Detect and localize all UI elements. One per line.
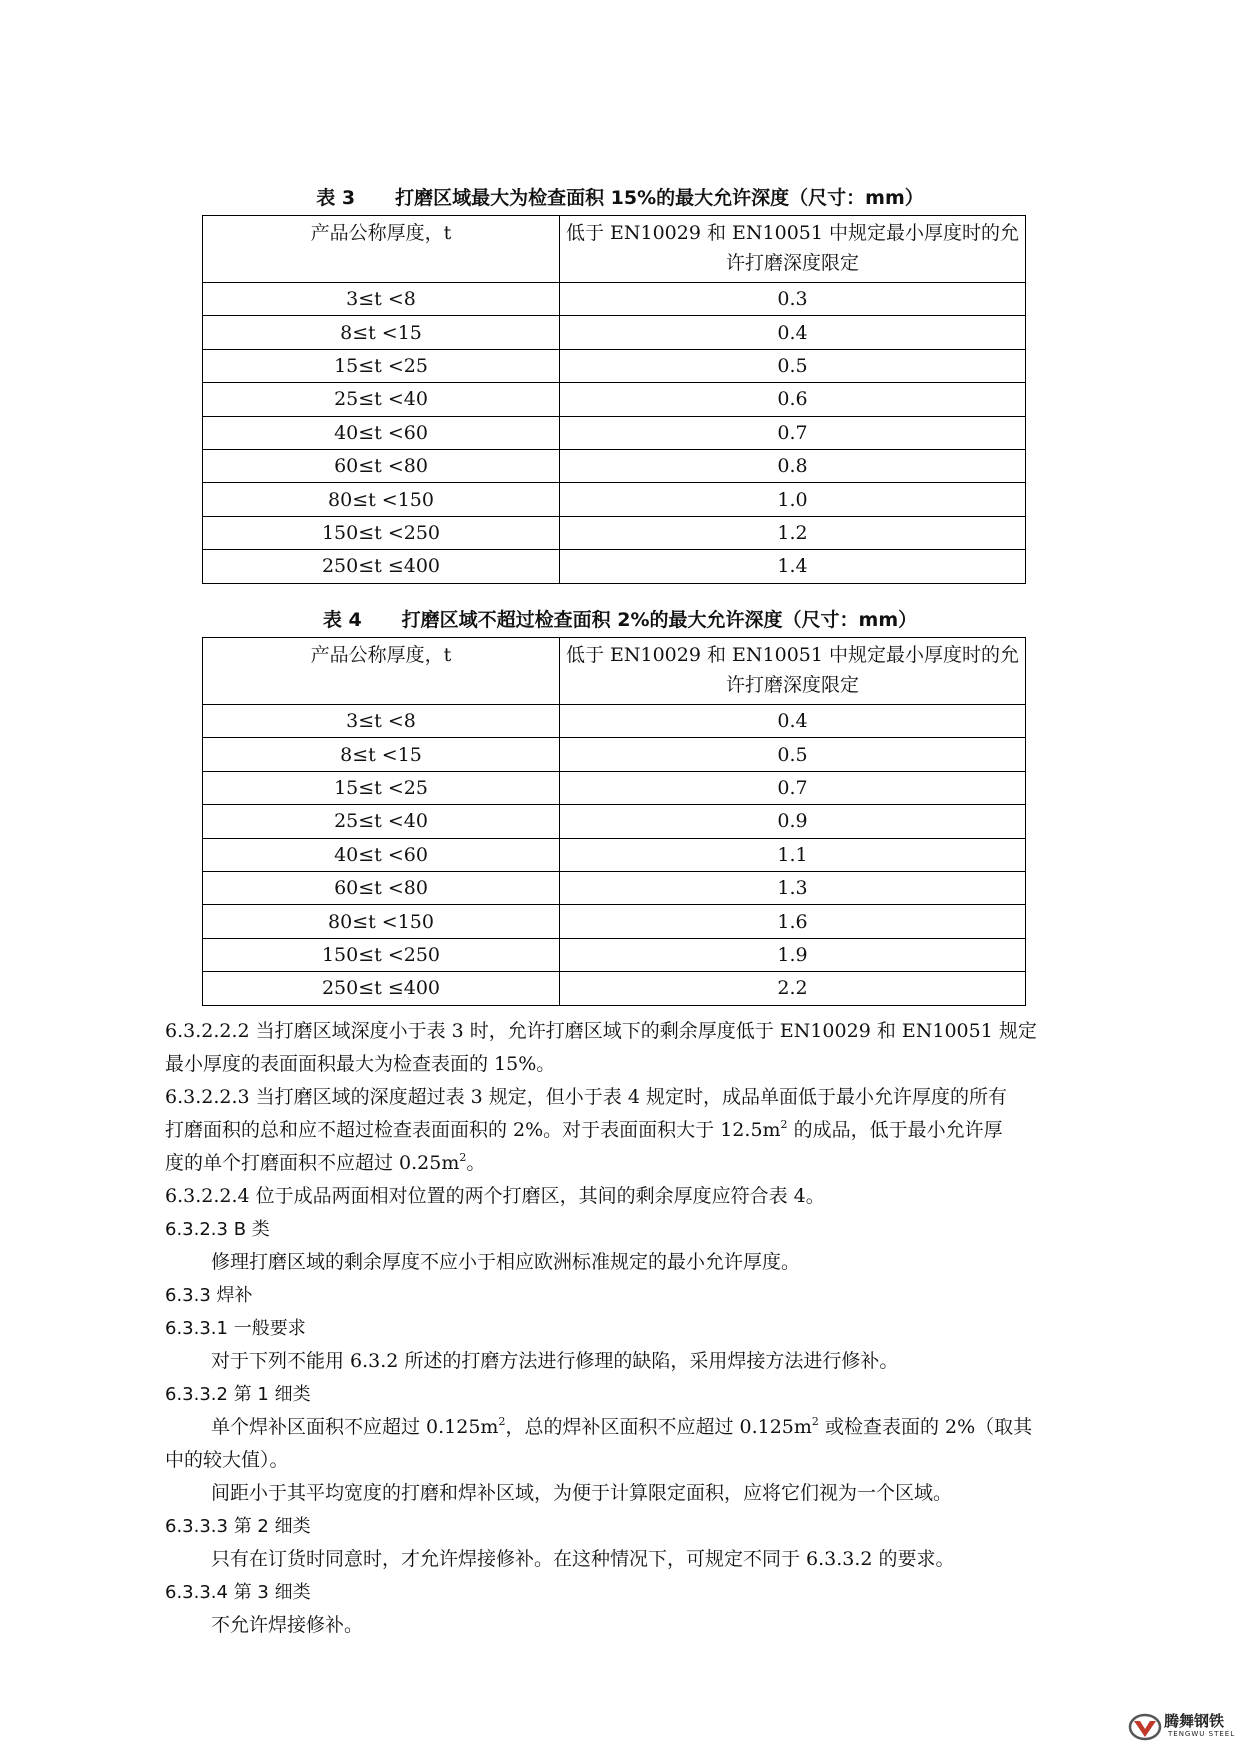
para-6-3-3-1: 对于下列不能用 6.3.2 所述的打磨方法进行修理的缺陷，采用焊接方法进行修补。 bbox=[211, 1350, 899, 1372]
table-row bbox=[203, 805, 1026, 838]
table-row bbox=[203, 771, 1026, 804]
depth-limit-cell: 2.2 bbox=[560, 972, 1026, 1005]
heading-6-3-3-3: 6.3.3.3 第 2 细类 bbox=[165, 1516, 311, 1537]
table-row bbox=[203, 972, 1026, 1005]
logo-name: 腾舞钢铁 bbox=[1164, 1712, 1225, 1730]
para-6-3-2-2-4: 6.3.2.2.4 位于成品两面相对位置的两个打磨区，其间的剩余厚度应符合表 4。 bbox=[165, 1185, 825, 1207]
thickness-range-cell: 25≤t <40 bbox=[203, 805, 560, 838]
text-span: 单个焊补区面积不应超过 0.125m bbox=[211, 1416, 499, 1438]
body-text bbox=[165, 1015, 1105, 1642]
depth-limit-cell: 1.4 bbox=[560, 550, 1026, 583]
para-6-3-3-2-b: 中的较大值）。 bbox=[165, 1449, 289, 1471]
table-row bbox=[203, 516, 1026, 549]
depth-limit-cell: 0.4 bbox=[560, 316, 1026, 349]
thickness-range-cell: 15≤t <25 bbox=[203, 771, 560, 804]
thickness-range-cell: 25≤t <40 bbox=[203, 383, 560, 416]
para-6-3-2-2-3-l2 bbox=[165, 1114, 1105, 1147]
table-row bbox=[203, 905, 1026, 938]
thickness-range-cell: 8≤t <15 bbox=[203, 316, 560, 349]
depth-limit-cell: 0.8 bbox=[560, 449, 1026, 482]
thickness-range-cell: 80≤t <150 bbox=[203, 483, 560, 516]
table-row bbox=[203, 283, 1026, 316]
heading-6-3-2-3: 6.3.2.3 B 类 bbox=[165, 1219, 270, 1240]
table-4-caption bbox=[0, 608, 1240, 632]
company-logo bbox=[1128, 1708, 1238, 1744]
para-6-3-2-3: 修理打磨区域的剩余厚度不应小于相应欧洲标准规定的最小允许厚度。 bbox=[211, 1251, 801, 1273]
table-row bbox=[203, 550, 1026, 583]
thickness-range-cell: 8≤t <15 bbox=[203, 738, 560, 771]
para-6-3-2-2-3-l3 bbox=[165, 1147, 1105, 1180]
tengwu-logo-icon bbox=[1128, 1710, 1162, 1744]
superscript: 2 bbox=[811, 1415, 819, 1428]
table-row bbox=[203, 349, 1026, 382]
table-header-row bbox=[203, 638, 1026, 705]
thickness-range-cell: 250≤t ≤400 bbox=[203, 550, 560, 583]
table-4-title: 打磨区域不超过检查面积 2%的最大允许深度（尺寸：mm） bbox=[401, 609, 918, 631]
thickness-range-cell: 150≤t <250 bbox=[203, 938, 560, 971]
depth-limit-cell: 0.4 bbox=[560, 705, 1026, 738]
thickness-range-cell: 150≤t <250 bbox=[203, 516, 560, 549]
table-row bbox=[203, 483, 1026, 516]
thickness-range-cell: 40≤t <60 bbox=[203, 416, 560, 449]
logo-en: TENGWU STEEL bbox=[1168, 1730, 1236, 1738]
thickness-range-cell: 80≤t <150 bbox=[203, 905, 560, 938]
table-3-title: 打磨区域最大为检查面积 15%的最大允许深度（尺寸：mm） bbox=[395, 187, 924, 209]
depth-limit-cell: 0.7 bbox=[560, 771, 1026, 804]
table-header-depth: 低于 EN10029 和 EN10051 中规定最小厚度时的允许打磨深度限定 bbox=[560, 638, 1026, 705]
superscript: 2 bbox=[459, 1151, 467, 1164]
text-span: 或检查表面的 2%（取其 bbox=[818, 1416, 1033, 1438]
table-4-label: 表 4 bbox=[322, 609, 362, 631]
thickness-range-cell: 60≤t <80 bbox=[203, 449, 560, 482]
thickness-range-cell: 3≤t <8 bbox=[203, 283, 560, 316]
text-span: 打磨面积的总和应不超过检查表面面积的 2%。对于表面面积大于 12.5m bbox=[165, 1119, 781, 1141]
table-row bbox=[203, 938, 1026, 971]
table-row bbox=[203, 383, 1026, 416]
table-3-caption bbox=[0, 186, 1240, 210]
table-3-label: 表 3 bbox=[316, 187, 356, 209]
text-span: 的成品，低于最小允许厚 bbox=[787, 1119, 1003, 1141]
table-row bbox=[203, 838, 1026, 871]
table-row bbox=[203, 316, 1026, 349]
table-row bbox=[203, 449, 1026, 482]
table-4 bbox=[202, 637, 1026, 1006]
depth-limit-cell: 1.6 bbox=[560, 905, 1026, 938]
superscript: 2 bbox=[780, 1118, 788, 1131]
depth-limit-cell: 1.9 bbox=[560, 938, 1026, 971]
depth-limit-cell: 1.2 bbox=[560, 516, 1026, 549]
table-row bbox=[203, 871, 1026, 904]
thickness-range-cell: 40≤t <60 bbox=[203, 838, 560, 871]
table-row bbox=[203, 416, 1026, 449]
table-header-thickness: 产品公称厚度，t bbox=[203, 216, 560, 283]
thickness-range-cell: 15≤t <25 bbox=[203, 349, 560, 382]
table-header-thickness: 产品公称厚度，t bbox=[203, 638, 560, 705]
table-header-depth: 低于 EN10029 和 EN10051 中规定最小厚度时的允许打磨深度限定 bbox=[560, 216, 1026, 283]
text-span: ，总的焊补区面积不应超过 0.125m bbox=[505, 1416, 812, 1438]
table-row bbox=[203, 738, 1026, 771]
text-span: 度的单个打磨面积不应超过 0.25m bbox=[165, 1152, 460, 1174]
heading-6-3-3-4: 6.3.3.4 第 3 细类 bbox=[165, 1582, 311, 1603]
depth-limit-cell: 0.5 bbox=[560, 738, 1026, 771]
para-6-3-3-2-a bbox=[165, 1411, 1105, 1444]
depth-limit-cell: 0.5 bbox=[560, 349, 1026, 382]
table-3 bbox=[202, 215, 1026, 584]
para-6-3-2-2-2-l2: 最小厚度的表面面积最大为检查表面的 15%。 bbox=[165, 1053, 556, 1075]
depth-limit-cell: 1.0 bbox=[560, 483, 1026, 516]
para-6-3-2-2-3-l1: 6.3.2.2.3 当打磨区域的深度超过表 3 规定，但小于表 4 规定时，成品单面低于最小允许厚度的所有 bbox=[165, 1086, 1007, 1108]
table-row bbox=[203, 705, 1026, 738]
para-6-3-3-2-c: 间距小于其平均宽度的打磨和焊补区域，为便于计算限定面积，应将它们视为一个区域。 bbox=[211, 1482, 953, 1504]
heading-6-3-3-1: 6.3.3.1 一般要求 bbox=[165, 1318, 306, 1339]
thickness-range-cell: 250≤t ≤400 bbox=[203, 972, 560, 1005]
depth-limit-cell: 1.1 bbox=[560, 838, 1026, 871]
depth-limit-cell: 0.9 bbox=[560, 805, 1026, 838]
depth-limit-cell: 1.3 bbox=[560, 871, 1026, 904]
depth-limit-cell: 0.7 bbox=[560, 416, 1026, 449]
para-6-3-3-4: 不允许焊接修补。 bbox=[211, 1614, 364, 1636]
para-6-3-2-2-2-l1: 6.3.2.2.2 当打磨区域深度小于表 3 时，允许打磨区域下的剩余厚度低于 EN10029 和 EN10051 规定 bbox=[165, 1020, 1037, 1042]
heading-6-3-3: 6.3.3 焊补 bbox=[165, 1285, 253, 1306]
para-6-3-3-3: 只有在订货时同意时，才允许焊接修补。在这种情况下，可规定不同于 6.3.3.2 的要求。 bbox=[211, 1548, 955, 1570]
heading-6-3-3-2: 6.3.3.2 第 1 细类 bbox=[165, 1384, 311, 1405]
superscript: 2 bbox=[498, 1415, 506, 1428]
thickness-range-cell: 3≤t <8 bbox=[203, 705, 560, 738]
table-header-row bbox=[203, 216, 1026, 283]
depth-limit-cell: 0.6 bbox=[560, 383, 1026, 416]
text-span: 。 bbox=[466, 1152, 486, 1174]
depth-limit-cell: 0.3 bbox=[560, 283, 1026, 316]
thickness-range-cell: 60≤t <80 bbox=[203, 871, 560, 904]
